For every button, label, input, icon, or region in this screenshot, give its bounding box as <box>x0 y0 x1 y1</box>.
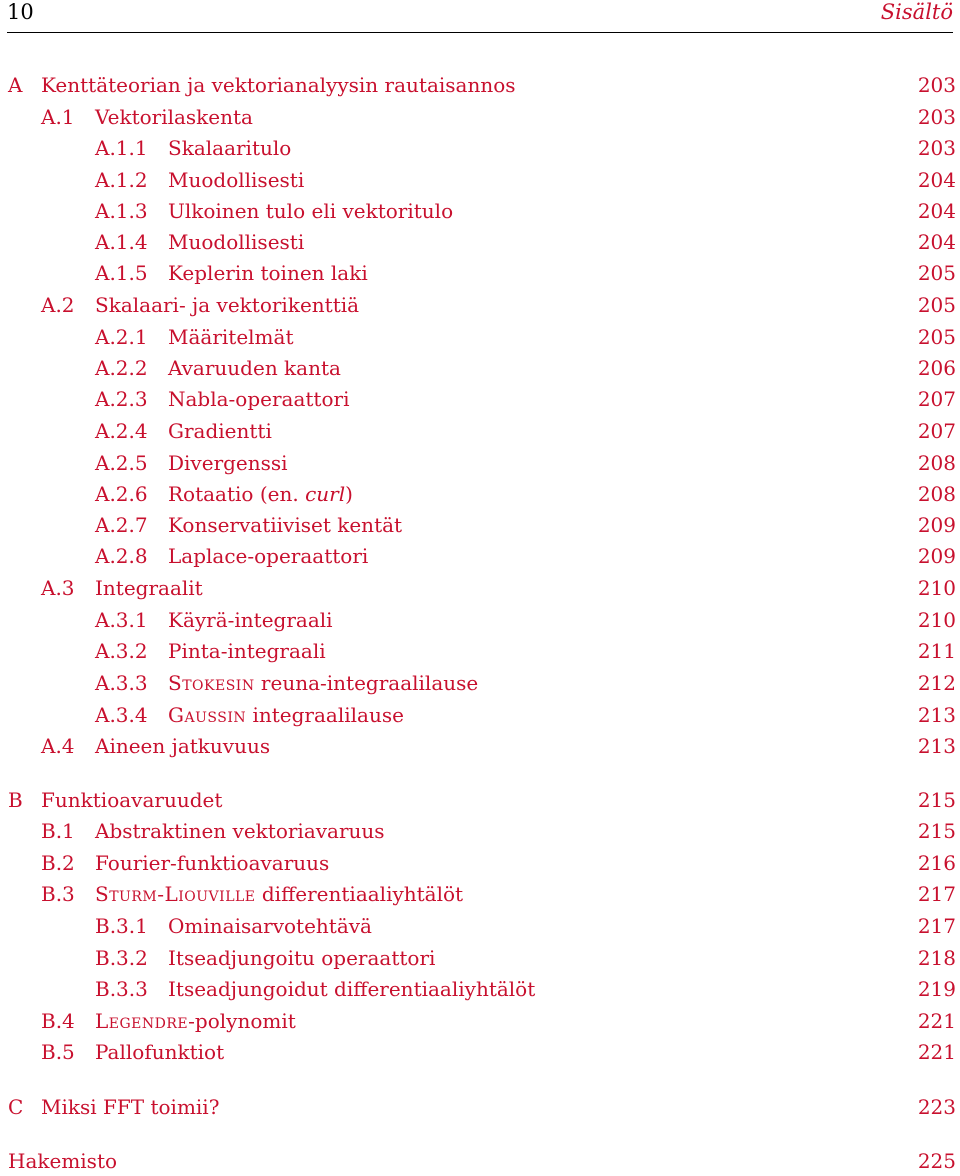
toc-title: Vektorilaskenta <box>95 102 259 132</box>
toc-number: B.3.1 <box>95 914 148 938</box>
toc-page-number: 204 <box>917 230 956 254</box>
toc-page-number: 221 <box>917 1009 956 1033</box>
toc-title: Integraalit <box>95 573 209 603</box>
toc-page-number: 211 <box>917 639 956 663</box>
toc-page-number: 221 <box>917 1040 956 1064</box>
toc-subsection[interactable] <box>0 165 960 195</box>
toc-title: Itseadjungoidut differentiaaliyhtälöt <box>168 974 541 1004</box>
toc-number: A.2.4 <box>95 419 148 443</box>
toc-subsection[interactable] <box>0 258 960 288</box>
toc-number: C <box>8 1095 24 1119</box>
toc-page-number: 223 <box>917 1095 956 1119</box>
toc-title: Gaussin integraalilause <box>168 700 410 730</box>
toc-title: Itseadjungoitu operaattori <box>168 943 441 973</box>
toc-page-number: 207 <box>917 419 956 443</box>
toc-page-number: 209 <box>917 513 956 537</box>
toc-chapter[interactable] <box>0 1146 960 1176</box>
toc-page-number: 210 <box>917 576 956 600</box>
toc-number: B.3 <box>41 882 75 906</box>
toc-chapter[interactable] <box>0 70 960 100</box>
toc-page-number: 203 <box>917 105 956 129</box>
toc-page-number: 210 <box>917 608 956 632</box>
toc-title: Divergenssi <box>168 448 294 478</box>
toc-page-number: 204 <box>917 168 956 192</box>
toc-subsection[interactable] <box>0 479 960 509</box>
toc-title: Fourier-funktioavaruus <box>95 848 335 878</box>
toc-chapter[interactable] <box>0 785 960 815</box>
toc-subsection[interactable] <box>0 943 960 973</box>
toc-number: A.1.1 <box>95 136 148 160</box>
toc-title: Skalaari- ja vektorikenttiä <box>95 290 365 320</box>
toc-number: A.1 <box>41 105 75 129</box>
toc-page-number: 206 <box>917 356 956 380</box>
toc-subsection[interactable] <box>0 636 960 666</box>
toc-title: Legendre-polynomit <box>95 1006 302 1036</box>
toc-title: Miksi FFT toimii? <box>41 1092 225 1122</box>
toc-page-number: 203 <box>917 73 956 97</box>
toc-title: Skalaaritulo <box>168 133 297 163</box>
toc-title: Ominaisarvotehtävä <box>168 911 378 941</box>
toc-title: Stokesin reuna-integraalilause <box>168 668 484 698</box>
toc-number: A.2 <box>41 293 75 317</box>
toc-title: Ulkoinen tulo eli vektoritulo <box>168 196 459 226</box>
toc-subsection[interactable] <box>0 196 960 226</box>
toc-number: A.3.2 <box>95 639 148 663</box>
toc-title: Hakemisto <box>8 1146 123 1176</box>
toc-subsection[interactable] <box>0 911 960 941</box>
toc-title: Konservatiiviset kentät <box>168 510 408 540</box>
toc-number: A.2.7 <box>95 513 148 537</box>
toc-number: A.2.2 <box>95 356 148 380</box>
toc-title: Kenttäteorian ja vektorianalyysin rautaisannos <box>41 70 522 100</box>
toc-chapter[interactable] <box>0 1092 960 1122</box>
running-title: Sisältö <box>880 0 953 24</box>
toc-subsection[interactable] <box>0 322 960 352</box>
toc-title: Abstraktinen vektoriavaruus <box>95 816 391 846</box>
toc-subsection[interactable] <box>0 133 960 163</box>
toc-title: Määritelmät <box>168 322 299 352</box>
toc-subsection[interactable] <box>0 353 960 383</box>
toc-title: Rotaatio (en. curl) <box>168 479 359 509</box>
toc-page-number: 217 <box>917 914 956 938</box>
toc-page-number: 208 <box>917 482 956 506</box>
toc-title: Aineen jatkuvuus <box>95 731 276 761</box>
toc-page-number: 215 <box>917 819 956 843</box>
toc-page-number: 218 <box>917 946 956 970</box>
toc-title: Keplerin toinen laki <box>168 258 374 288</box>
toc-page-number: 225 <box>917 1149 956 1173</box>
toc-number: B.5 <box>41 1040 75 1064</box>
toc-title: Avaruuden kanta <box>168 353 347 383</box>
toc-title: Pinta-integraali <box>168 636 332 666</box>
toc-page-number: 208 <box>917 451 956 475</box>
toc-number: A.1.4 <box>95 230 148 254</box>
toc-number: A.1.5 <box>95 261 148 285</box>
toc-page-number: 203 <box>917 136 956 160</box>
toc-subsection[interactable] <box>0 668 960 698</box>
toc-page-number: 219 <box>917 977 956 1001</box>
toc-number: A.4 <box>41 734 75 758</box>
toc-number: A.2.1 <box>95 325 148 349</box>
toc-subsection[interactable] <box>0 541 960 571</box>
toc-title: Laplace-operaattori <box>168 541 374 571</box>
toc-page-number: 205 <box>917 325 956 349</box>
toc-page-number: 213 <box>917 734 956 758</box>
toc-page-number: 213 <box>917 703 956 727</box>
toc-subsection[interactable] <box>0 605 960 635</box>
toc-number: A.2.5 <box>95 451 148 475</box>
toc-section[interactable] <box>0 573 960 603</box>
toc-number: B.2 <box>41 851 75 875</box>
toc-title: Sturm-Liouville differentiaaliyhtälöt <box>95 879 469 909</box>
toc-number: A.2.6 <box>95 482 148 506</box>
toc-page-number: 215 <box>917 788 956 812</box>
toc-page-number: 216 <box>917 851 956 875</box>
toc-title: Käyrä-integraali <box>168 605 339 635</box>
toc-page-number: 205 <box>917 261 956 285</box>
toc-section[interactable] <box>0 731 960 761</box>
toc-subsection[interactable] <box>0 700 960 730</box>
toc-title: Pallofunktiot <box>95 1037 230 1067</box>
toc-number: A.2.3 <box>95 387 148 411</box>
toc-number: A <box>8 73 23 97</box>
toc-subsection[interactable] <box>0 384 960 414</box>
toc-section[interactable] <box>0 1006 960 1036</box>
toc-number: A.1.3 <box>95 199 148 223</box>
toc-page-number: 212 <box>917 671 956 695</box>
toc-subsection[interactable] <box>0 448 960 478</box>
toc-title: Nabla-operaattori <box>168 384 355 414</box>
toc-section[interactable] <box>0 816 960 846</box>
toc-page-number: 209 <box>917 544 956 568</box>
toc-subsection[interactable] <box>0 974 960 1004</box>
toc-section[interactable] <box>0 879 960 909</box>
toc-number: A.3.1 <box>95 608 148 632</box>
toc-number: B <box>8 788 23 812</box>
toc-page-number: 204 <box>917 199 956 223</box>
toc-number: A.1.2 <box>95 168 148 192</box>
toc-title: Gradientti <box>168 416 278 446</box>
toc-number: A.3.3 <box>95 671 148 695</box>
toc-page-number: 205 <box>917 293 956 317</box>
toc-number: B.4 <box>41 1009 75 1033</box>
toc-page-number: 217 <box>917 882 956 906</box>
toc-subsection[interactable] <box>0 227 960 257</box>
toc-number: B.3.3 <box>95 977 148 1001</box>
toc-title: Funktioavaruudet <box>41 785 228 815</box>
toc-number: A.3 <box>41 576 75 600</box>
toc-number: B.1 <box>41 819 75 843</box>
toc-title: Muodollisesti <box>168 165 310 195</box>
toc-page-number: 207 <box>917 387 956 411</box>
toc-number: A.2.8 <box>95 544 148 568</box>
toc-section[interactable] <box>0 102 960 132</box>
toc-number: A.3.4 <box>95 703 148 727</box>
toc-section[interactable] <box>0 290 960 320</box>
toc-number: B.3.2 <box>95 946 148 970</box>
toc-section[interactable] <box>0 848 960 878</box>
toc-title: Muodollisesti <box>168 227 310 257</box>
toc-subsection[interactable] <box>0 510 960 540</box>
toc-section[interactable] <box>0 1037 960 1067</box>
page-number: 10 <box>7 0 34 24</box>
toc-subsection[interactable] <box>0 416 960 446</box>
